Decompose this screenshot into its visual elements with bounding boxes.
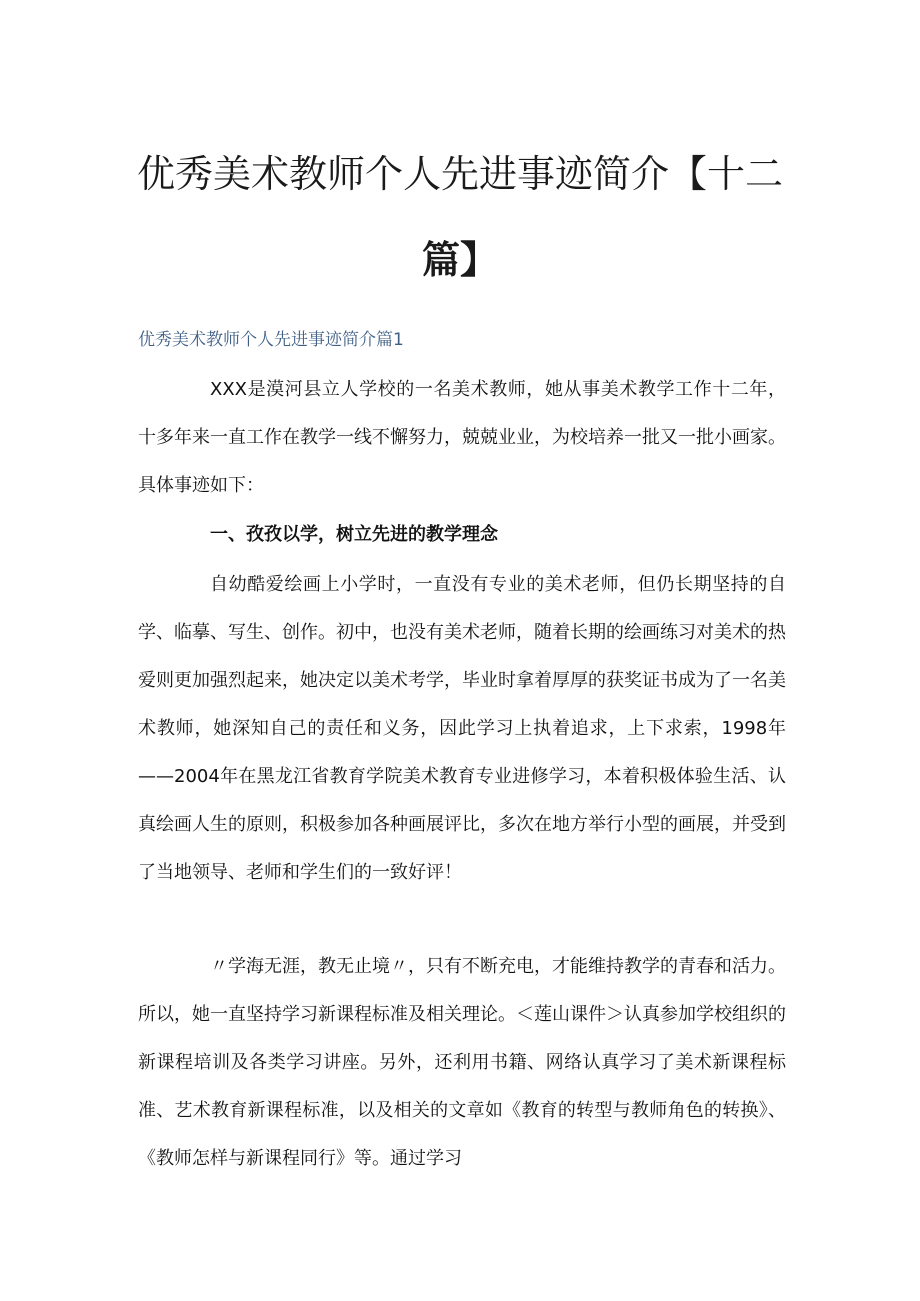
document-title-line-2: 篇】 <box>421 237 498 282</box>
section-heading: 优秀美术教师个人先进事迹简介篇1 <box>138 330 404 350</box>
paragraph-intro: XXX是漠河县立人学校的一名美术教师，她从事美术教学工作十二年，十多年来一直工作在教学一线不懈努力，兢兢业业，为校培养一批又一批小画家。具体事迹如下： <box>138 379 786 496</box>
subheading-1: 一、孜孜以学，树立先进的教学理念 <box>210 524 498 545</box>
paragraph-curriculum: 〃学海无涯，教无止境〃，只有不断充电，才能维持教学的青春和活力。所以，她一直坚持学习新课程标准及相关理论。＜莲山课件＞认真参加学校组织的新课程培训及各类学习讲座。另外，还利用书籍、网络认真学习了美术新课程标准、艺术教育新课程标准，以及相关的文章如《教育的转型与教师角色的转换》、《教师怎样与新课程同行》等。通过学习 <box>138 956 786 1169</box>
document-title-line-1: 优秀美术教师个人先进事迹简介【十二 <box>136 152 783 196</box>
paragraph-learning: 自幼酷爱绘画上小学时，一直没有专业的美术老师，但仍长期坚持的自学、临摹、写生、创作。初中，也没有美术老师，随着长期的绘画练习对美术的热爱则更加强烈起来，她决定以美术考学，毕业时拿着厚厚的获奖证书成为了一名美术教师，她深知自己的责任和义务，因此学习上执着追求，上下求索，1998年——2004年在黑龙江省教育学院美术教育专业进修学习，本着积极体验生活、认真绘画人生的原则，积极参加各种画展评比，多次在地方举行小型的画展，并受到了当地领导、老师和学生们的一致好评！ <box>138 574 786 883</box>
